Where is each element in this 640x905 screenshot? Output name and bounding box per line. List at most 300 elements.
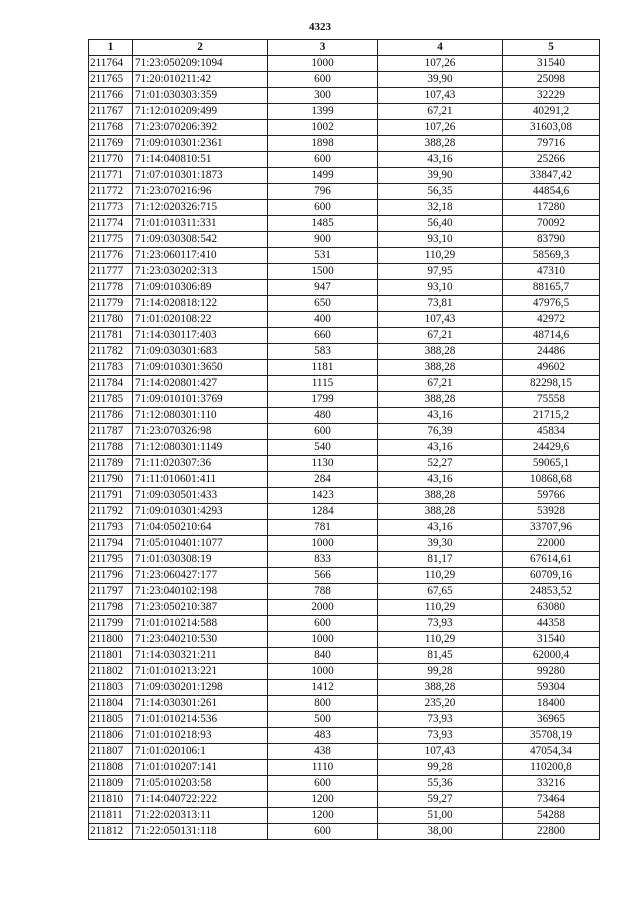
row-id-cell: 211768: [89, 120, 133, 136]
table-row: [89, 808, 600, 824]
table-row: [89, 744, 600, 760]
area-cell: 438: [268, 744, 378, 760]
rate-cell: 43,16: [378, 152, 503, 168]
row-id-cell: 211781: [89, 328, 133, 344]
rate-cell: 59,27: [378, 792, 503, 808]
cadastral-number-cell: 71:12:080301:1149: [133, 440, 268, 456]
table-row: [89, 616, 600, 632]
value-cell: 79716: [503, 136, 600, 152]
rate-cell: 97,95: [378, 264, 503, 280]
row-id-cell: 211784: [89, 376, 133, 392]
value-cell: 31540: [503, 632, 600, 648]
value-cell: 73464: [503, 792, 600, 808]
value-cell: 47310: [503, 264, 600, 280]
table-row: [89, 376, 600, 392]
rate-cell: 43,16: [378, 440, 503, 456]
row-id-cell: 211799: [89, 616, 133, 632]
table-row: [89, 232, 600, 248]
cadastral-number-cell: 71:22:050131:118: [133, 824, 268, 840]
row-id-cell: 211773: [89, 200, 133, 216]
rate-cell: 67,21: [378, 104, 503, 120]
rate-cell: 67,21: [378, 328, 503, 344]
cadastral-number-cell: 71:09:030301:683: [133, 344, 268, 360]
area-cell: 900: [268, 232, 378, 248]
cadastral-number-cell: 71:14:030321:211: [133, 648, 268, 664]
row-id-cell: 211798: [89, 600, 133, 616]
table-header: [89, 40, 600, 56]
row-id-cell: 211782: [89, 344, 133, 360]
cadastral-number-cell: 71:23:060427:177: [133, 568, 268, 584]
value-cell: 17280: [503, 200, 600, 216]
cadastral-number-cell: 71:01:010311:331: [133, 216, 268, 232]
area-cell: 1110: [268, 760, 378, 776]
value-cell: 47976,5: [503, 296, 600, 312]
rate-cell: 73,93: [378, 712, 503, 728]
table-row: [89, 584, 600, 600]
area-cell: 1130: [268, 456, 378, 472]
area-cell: 600: [268, 72, 378, 88]
row-id-cell: 211803: [89, 680, 133, 696]
area-cell: 781: [268, 520, 378, 536]
table-row: [89, 680, 600, 696]
area-cell: 840: [268, 648, 378, 664]
cadastral-number-cell: 71:12:020326:715: [133, 200, 268, 216]
value-cell: 24429,6: [503, 440, 600, 456]
value-cell: 31540: [503, 56, 600, 72]
row-id-cell: 211810: [89, 792, 133, 808]
area-cell: 566: [268, 568, 378, 584]
row-id-cell: 211806: [89, 728, 133, 744]
table-row: [89, 664, 600, 680]
table-row: [89, 520, 600, 536]
rate-cell: 43,16: [378, 408, 503, 424]
value-cell: 18400: [503, 696, 600, 712]
area-cell: 1115: [268, 376, 378, 392]
cadastral-number-cell: 71:14:030301:261: [133, 696, 268, 712]
row-id-cell: 211808: [89, 760, 133, 776]
table-row: [89, 360, 600, 376]
cadastral-number-cell: 71:01:010207:141: [133, 760, 268, 776]
table-row: [89, 104, 600, 120]
rate-cell: 67,65: [378, 584, 503, 600]
header-row: [89, 40, 600, 56]
rate-cell: 32,18: [378, 200, 503, 216]
row-id-cell: 211771: [89, 168, 133, 184]
row-id-cell: 211772: [89, 184, 133, 200]
row-id-cell: 211797: [89, 584, 133, 600]
cadastral-number-cell: 71:23:030202:313: [133, 264, 268, 280]
row-id-cell: 211764: [89, 56, 133, 72]
table-row: [89, 216, 600, 232]
row-id-cell: 211775: [89, 232, 133, 248]
row-id-cell: 211774: [89, 216, 133, 232]
cadastral-number-cell: 71:01:020106:1: [133, 744, 268, 760]
area-cell: 1499: [268, 168, 378, 184]
table-row: [89, 632, 600, 648]
value-cell: 58569,3: [503, 248, 600, 264]
table-row: [89, 536, 600, 552]
rate-cell: 388,28: [378, 392, 503, 408]
row-id-cell: 211766: [89, 88, 133, 104]
value-cell: 53928: [503, 504, 600, 520]
row-id-cell: 211780: [89, 312, 133, 328]
value-cell: 25266: [503, 152, 600, 168]
value-cell: 24853,52: [503, 584, 600, 600]
value-cell: 60709,16: [503, 568, 600, 584]
cadastral-number-cell: 71:14:020818:122: [133, 296, 268, 312]
table-row: [89, 824, 600, 840]
value-cell: 32229: [503, 88, 600, 104]
cadastral-number-cell: 71:09:030201:1298: [133, 680, 268, 696]
column-header-5: 5: [503, 40, 600, 56]
value-cell: 83790: [503, 232, 600, 248]
rate-cell: 110,29: [378, 568, 503, 584]
table-row: [89, 456, 600, 472]
area-cell: 1200: [268, 808, 378, 824]
area-cell: 800: [268, 696, 378, 712]
table-row: [89, 600, 600, 616]
cadastral-number-cell: 71:23:070326:98: [133, 424, 268, 440]
area-cell: 2000: [268, 600, 378, 616]
table-row: [89, 248, 600, 264]
area-cell: 660: [268, 328, 378, 344]
value-cell: 63080: [503, 600, 600, 616]
area-cell: 1399: [268, 104, 378, 120]
table-row: [89, 488, 600, 504]
cadastral-number-cell: 71:07:010301:1873: [133, 168, 268, 184]
table-row: [89, 760, 600, 776]
area-cell: 1284: [268, 504, 378, 520]
table-row: [89, 504, 600, 520]
rate-cell: 99,28: [378, 664, 503, 680]
cadastral-number-cell: 71:09:030308:542: [133, 232, 268, 248]
cadastral-number-cell: 71:23:070206:392: [133, 120, 268, 136]
rate-cell: 73,93: [378, 728, 503, 744]
rate-cell: 110,29: [378, 248, 503, 264]
row-id-cell: 211800: [89, 632, 133, 648]
cadastral-number-cell: 71:23:040102:198: [133, 584, 268, 600]
rate-cell: 107,43: [378, 88, 503, 104]
area-cell: 480: [268, 408, 378, 424]
table-row: [89, 72, 600, 88]
table-row: [89, 184, 600, 200]
table-row: [89, 328, 600, 344]
area-cell: 833: [268, 552, 378, 568]
value-cell: 59766: [503, 488, 600, 504]
rate-cell: 38,00: [378, 824, 503, 840]
rate-cell: 43,16: [378, 520, 503, 536]
table-row: [89, 136, 600, 152]
row-id-cell: 211765: [89, 72, 133, 88]
area-cell: 1500: [268, 264, 378, 280]
rate-cell: 55,36: [378, 776, 503, 792]
value-cell: 48714,6: [503, 328, 600, 344]
cadastral-number-cell: 71:01:010213:221: [133, 664, 268, 680]
value-cell: 36965: [503, 712, 600, 728]
rate-cell: 39,90: [378, 72, 503, 88]
rate-cell: 93,10: [378, 232, 503, 248]
area-cell: 796: [268, 184, 378, 200]
area-cell: 1200: [268, 792, 378, 808]
page-number: 4323: [309, 21, 331, 33]
rate-cell: 99,28: [378, 760, 503, 776]
value-cell: 62000,4: [503, 648, 600, 664]
value-cell: 99280: [503, 664, 600, 680]
cadastral-number-cell: 71:14:020801:427: [133, 376, 268, 392]
table-row: [89, 296, 600, 312]
value-cell: 47054,34: [503, 744, 600, 760]
area-cell: 1898: [268, 136, 378, 152]
area-cell: 1000: [268, 56, 378, 72]
area-cell: 600: [268, 824, 378, 840]
rate-cell: 39,30: [378, 536, 503, 552]
rate-cell: 388,28: [378, 136, 503, 152]
rate-cell: 76,39: [378, 424, 503, 440]
value-cell: 24486: [503, 344, 600, 360]
row-id-cell: 211796: [89, 568, 133, 584]
cadastral-number-cell: 71:23:040210:530: [133, 632, 268, 648]
area-cell: 600: [268, 424, 378, 440]
area-cell: 1412: [268, 680, 378, 696]
cadastral-number-cell: 71:01:010214:588: [133, 616, 268, 632]
area-cell: 650: [268, 296, 378, 312]
rate-cell: 388,28: [378, 680, 503, 696]
area-cell: 600: [268, 776, 378, 792]
rate-cell: 81,45: [378, 648, 503, 664]
row-id-cell: 211812: [89, 824, 133, 840]
rate-cell: 388,28: [378, 488, 503, 504]
row-id-cell: 211801: [89, 648, 133, 664]
value-cell: 82298,15: [503, 376, 600, 392]
value-cell: 10868,68: [503, 472, 600, 488]
area-cell: 540: [268, 440, 378, 456]
row-id-cell: 211770: [89, 152, 133, 168]
area-cell: 1423: [268, 488, 378, 504]
rate-cell: 107,26: [378, 56, 503, 72]
row-id-cell: 211795: [89, 552, 133, 568]
cadastral-number-cell: 71:01:010218:93: [133, 728, 268, 744]
rate-cell: 81,17: [378, 552, 503, 568]
row-id-cell: 211811: [89, 808, 133, 824]
row-id-cell: 211779: [89, 296, 133, 312]
cadastral-number-cell: 71:11:010601:411: [133, 472, 268, 488]
table-row: [89, 552, 600, 568]
cadastral-number-cell: 71:23:070216:96: [133, 184, 268, 200]
rate-cell: 51,00: [378, 808, 503, 824]
value-cell: 33847,42: [503, 168, 600, 184]
table-row: [89, 440, 600, 456]
area-cell: 1799: [268, 392, 378, 408]
row-id-cell: 211767: [89, 104, 133, 120]
value-cell: 33216: [503, 776, 600, 792]
cadastral-number-cell: 71:01:030303:359: [133, 88, 268, 104]
value-cell: 54288: [503, 808, 600, 824]
value-cell: 70092: [503, 216, 600, 232]
rate-cell: 73,93: [378, 616, 503, 632]
table-row: [89, 696, 600, 712]
rate-cell: 388,28: [378, 360, 503, 376]
row-id-cell: 211804: [89, 696, 133, 712]
rate-cell: 107,26: [378, 120, 503, 136]
rate-cell: 56,35: [378, 184, 503, 200]
table-row: [89, 168, 600, 184]
value-cell: 22000: [503, 536, 600, 552]
area-cell: 947: [268, 280, 378, 296]
rate-cell: 93,10: [378, 280, 503, 296]
cadastral-number-cell: 71:23:050210:387: [133, 600, 268, 616]
table-row: [89, 88, 600, 104]
table-row: [89, 648, 600, 664]
cadastral-number-cell: 71:05:010203:58: [133, 776, 268, 792]
area-cell: 600: [268, 152, 378, 168]
cadastral-number-cell: 71:01:010214:536: [133, 712, 268, 728]
cadastral-number-cell: 71:09:010301:3650: [133, 360, 268, 376]
row-id-cell: 211783: [89, 360, 133, 376]
rate-cell: 388,28: [378, 344, 503, 360]
table-row: [89, 312, 600, 328]
row-id-cell: 211807: [89, 744, 133, 760]
area-cell: 483: [268, 728, 378, 744]
rate-cell: 235,20: [378, 696, 503, 712]
table-row: [89, 120, 600, 136]
cadastral-number-cell: 71:09:010301:2361: [133, 136, 268, 152]
area-cell: 600: [268, 200, 378, 216]
row-id-cell: 211787: [89, 424, 133, 440]
area-cell: 1181: [268, 360, 378, 376]
cadastral-number-cell: 71:14:040722:222: [133, 792, 268, 808]
rate-cell: 67,21: [378, 376, 503, 392]
value-cell: 88165,7: [503, 280, 600, 296]
value-cell: 44358: [503, 616, 600, 632]
area-cell: 1000: [268, 536, 378, 552]
row-id-cell: 211788: [89, 440, 133, 456]
area-cell: 1000: [268, 664, 378, 680]
area-cell: 284: [268, 472, 378, 488]
value-cell: 31603,08: [503, 120, 600, 136]
rate-cell: 43,16: [378, 472, 503, 488]
cadastral-number-cell: 71:01:030308:19: [133, 552, 268, 568]
value-cell: 33707,96: [503, 520, 600, 536]
table-row: [89, 344, 600, 360]
table-row: [89, 712, 600, 728]
table-row: [89, 264, 600, 280]
rate-cell: 56,40: [378, 216, 503, 232]
row-id-cell: 211792: [89, 504, 133, 520]
table-row: [89, 280, 600, 296]
table-row: [89, 728, 600, 744]
cadastral-number-cell: 71:01:020108:22: [133, 312, 268, 328]
row-id-cell: 211778: [89, 280, 133, 296]
value-cell: 21715,2: [503, 408, 600, 424]
column-header-1: 1: [89, 40, 133, 56]
row-id-cell: 211809: [89, 776, 133, 792]
area-cell: 531: [268, 248, 378, 264]
column-header-4: 4: [378, 40, 503, 56]
value-cell: 42972: [503, 312, 600, 328]
cadastral-number-cell: 71:23:060117:410: [133, 248, 268, 264]
rate-cell: 52,27: [378, 456, 503, 472]
table-row: [89, 392, 600, 408]
row-id-cell: 211789: [89, 456, 133, 472]
row-id-cell: 211794: [89, 536, 133, 552]
rate-cell: 73,81: [378, 296, 503, 312]
table-row: [89, 568, 600, 584]
rate-cell: 107,43: [378, 312, 503, 328]
value-cell: 45834: [503, 424, 600, 440]
value-cell: 110200,8: [503, 760, 600, 776]
area-cell: 600: [268, 616, 378, 632]
column-header-3: 3: [268, 40, 378, 56]
table-row: [89, 56, 600, 72]
cadastral-number-cell: 71:09:010301:4293: [133, 504, 268, 520]
row-id-cell: 211793: [89, 520, 133, 536]
value-cell: 35708,19: [503, 728, 600, 744]
rate-cell: 388,28: [378, 504, 503, 520]
cadastral-number-cell: 71:11:020307:36: [133, 456, 268, 472]
table-row: [89, 792, 600, 808]
cadastral-number-cell: 71:14:040810:51: [133, 152, 268, 168]
rate-cell: 107,43: [378, 744, 503, 760]
value-cell: 44854,6: [503, 184, 600, 200]
cadastral-number-cell: 71:05:010401:1077: [133, 536, 268, 552]
table-row: [89, 152, 600, 168]
column-header-2: 2: [133, 40, 268, 56]
table-row: [89, 408, 600, 424]
table-body: [89, 56, 600, 840]
area-cell: 400: [268, 312, 378, 328]
rate-cell: 110,29: [378, 600, 503, 616]
row-id-cell: 211776: [89, 248, 133, 264]
rate-cell: 39,90: [378, 168, 503, 184]
row-id-cell: 211785: [89, 392, 133, 408]
area-cell: 500: [268, 712, 378, 728]
cadastral-number-cell: 71:14:030117:403: [133, 328, 268, 344]
area-cell: 788: [268, 584, 378, 600]
value-cell: 75558: [503, 392, 600, 408]
value-cell: 22800: [503, 824, 600, 840]
value-cell: 40291,2: [503, 104, 600, 120]
cadastral-number-cell: 71:04:050210:64: [133, 520, 268, 536]
area-cell: 1000: [268, 632, 378, 648]
row-id-cell: 211790: [89, 472, 133, 488]
rate-cell: 110,29: [378, 632, 503, 648]
table-row: [89, 776, 600, 792]
data-table: [88, 39, 600, 840]
row-id-cell: 211791: [89, 488, 133, 504]
cadastral-number-cell: 71:09:010101:3769: [133, 392, 268, 408]
cadastral-number-cell: 71:12:080301:110: [133, 408, 268, 424]
row-id-cell: 211786: [89, 408, 133, 424]
area-cell: 1002: [268, 120, 378, 136]
cadastral-number-cell: 71:22:020313:11: [133, 808, 268, 824]
cadastral-number-cell: 71:12:010209:499: [133, 104, 268, 120]
value-cell: 67614,61: [503, 552, 600, 568]
value-cell: 25098: [503, 72, 600, 88]
table-row: [89, 424, 600, 440]
table-row: [89, 200, 600, 216]
row-id-cell: 211805: [89, 712, 133, 728]
value-cell: 59065,1: [503, 456, 600, 472]
area-cell: 583: [268, 344, 378, 360]
cadastral-number-cell: 71:23:050209:1094: [133, 56, 268, 72]
area-cell: 300: [268, 88, 378, 104]
area-cell: 1485: [268, 216, 378, 232]
table-row: [89, 472, 600, 488]
row-id-cell: 211777: [89, 264, 133, 280]
value-cell: 49602: [503, 360, 600, 376]
cadastral-number-cell: 71:09:030501:433: [133, 488, 268, 504]
row-id-cell: 211802: [89, 664, 133, 680]
